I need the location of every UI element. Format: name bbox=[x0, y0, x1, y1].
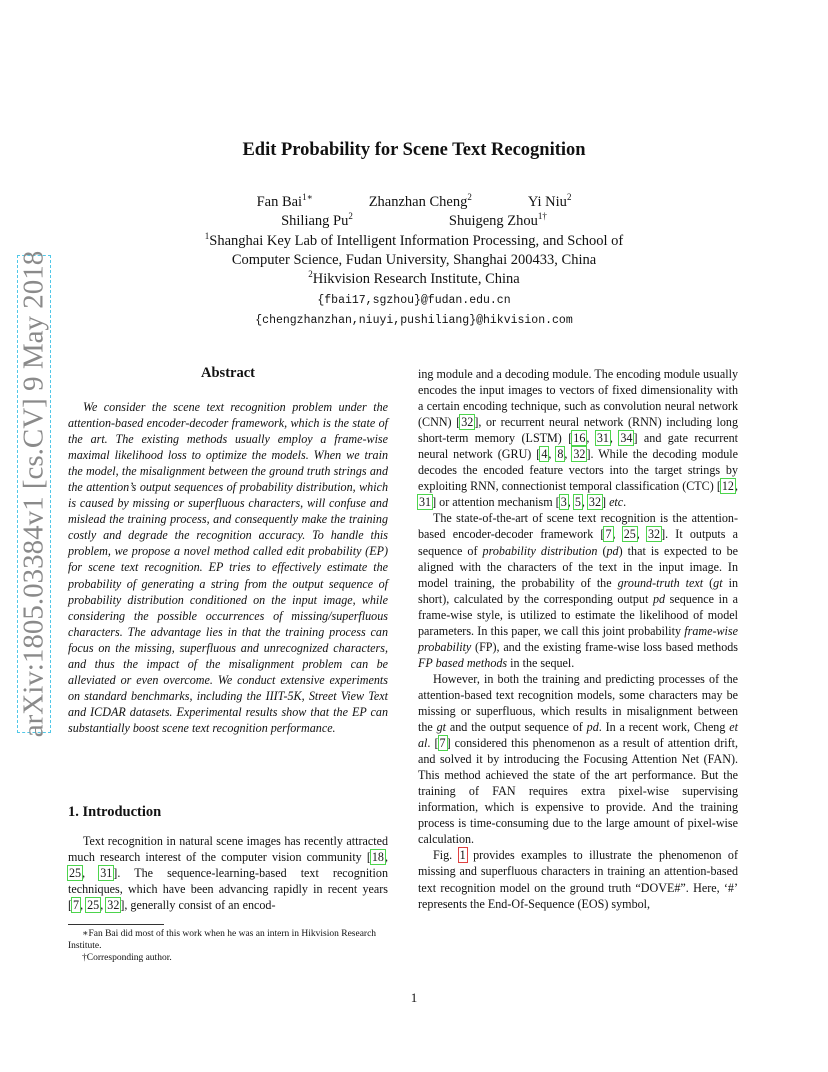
email-fudan: {fbai17,sgzhou}@fudan.edu.cn bbox=[317, 294, 511, 307]
citation-link[interactable]: 7 bbox=[439, 736, 446, 751]
arxiv-identifier: arXiv:1805.03384v1 [cs.CV] 9 May 2018 bbox=[17, 250, 50, 738]
author-shuigeng-zhou: Shuigeng Zhou$^{1\dagger}$ bbox=[448, 211, 547, 229]
citation-link[interactable]: 12 bbox=[721, 479, 734, 494]
author-zhanzhan-cheng: Zhanzhan Cheng$^2$ bbox=[368, 192, 472, 210]
footnotes bbox=[68, 928, 388, 964]
citation-link[interactable]: 32 bbox=[588, 495, 601, 510]
author-shiliang-pu: Shiliang Pu$^2$ bbox=[281, 211, 353, 229]
paragraph-figure-reference: Fig. 1 provides examples to illustrate the phenomenon of missing and superfluous characters in training an attention-based text recognition model on the ground truth “DOVE#”. Here, ‘#’ represents the End-Of-Sequence (EOS) symbol, bbox=[418, 848, 738, 911]
citation-link[interactable]: 5 bbox=[574, 495, 581, 510]
citation-link[interactable]: 3 bbox=[560, 495, 567, 510]
affiliation-1-line-b: Computer Science, Fudan University, Shanghai 200433, China bbox=[231, 252, 597, 268]
footnote-corresponding-author: †Corresponding author. bbox=[82, 953, 172, 963]
citation-link[interactable]: 32 bbox=[648, 527, 661, 542]
citation-link[interactable]: 31 bbox=[100, 866, 113, 881]
citation-link[interactable]: 8 bbox=[557, 447, 564, 462]
footnote-intern: ∗Fan Bai did most of this work when he was an intern in Hikvision Research Institute. bbox=[68, 929, 377, 951]
footnote-divider bbox=[68, 924, 164, 925]
paragraph-misalignment: However, in both the training and predicting processes of the attention-based text recognition models, some characters may be missing or superfluous, which results in misalignment between the gt and the output sequence of pd. In a recent work, Cheng et al. [7] considered this phenomenon as a result of attention drift, and solved it by introducing the Focusing Attention Net (FAN). This method achieved the state of the art performance. But the training of FAN requires extra pixel-wise supervising information, which is expensive to provide. And the training process is time-consuming due to the large amount of pixel-wise calculation. bbox=[418, 671, 738, 847]
right-column-body bbox=[418, 366, 738, 912]
citation-link[interactable]: 25 bbox=[623, 527, 636, 542]
citation-link[interactable]: 32 bbox=[107, 898, 120, 913]
authors-line-2 bbox=[0, 213, 828, 230]
authors-line-1 bbox=[0, 194, 828, 211]
email-hikvision: {chengzhanzhan,niuyi,pushiliang}@hikvision.com bbox=[255, 314, 573, 327]
paper-title: Edit Probability for Scene Text Recognition bbox=[242, 140, 586, 160]
abstract-heading: Abstract bbox=[201, 365, 255, 381]
author-yi-niu: Yi Niu$^2$ bbox=[527, 192, 572, 210]
introduction-paragraph: Text recognition in natural scene images has recently attracted much research interest of the computer vision community [18, 25, 31]. The sequence-learning-based text recognition techniques, which have been advancing rapidly in recent years [7, 25, 32], generally consist of an encod- bbox=[68, 834, 388, 913]
figure-link[interactable]: 1 bbox=[459, 848, 466, 863]
arxiv-sidebar-stamp[interactable] bbox=[17, 250, 50, 738]
author-fan-bai: Fan Bai$^{1∗}$ bbox=[256, 192, 313, 210]
citation-link[interactable]: 4 bbox=[541, 447, 548, 462]
affiliation-1-line-a: $^1$Shanghai Key Lab of Intelligent Information Processing, and School of bbox=[204, 231, 624, 249]
citation-link[interactable]: 32 bbox=[461, 415, 474, 430]
abstract-text: We consider the scene text recognition problem under the attention-based encoder-decoder framework, which is the state of the art. The existing methods usually employ a frame-wise maximal likelihood loss to optimize the models. When we train the model, the misalignment between the ground truth strings and the attention’s output sequences of probability distribution, which is caused by missing or superfluous characters, will confuse and mislead the training process, and consequently make the training costly and degrade the recognition accuracy. To handle this problem, we propose a novel method called edit probability (EP) for scene text recognition. EP tries to effectively estimate the probability of generating a string from the output sequence of probability distribution conditioned on the input image, while considering the possible occurrences of missing/superfluous characters. The advantage lies in that the training process can focus on the missing, superfluous and unrecognized characters, and thus the impact of the misalignment problem can be alleviated or even overcome. We conduct extensive experiments on standard benchmarks, including the IIIT-5K, Street View Text and ICDAR datasets. Experimental results show that the EP can substantially boost scene text recognition performance. bbox=[68, 400, 388, 735]
paragraph-encoder-decoder: ing module and a decoding module. The encoding module usually encodes the input images to vectors of fixed dimensionality with a certain encoding technique, such as convolution neural network (CNN) [32], or recurrent neural network (RNN) including long short-term memory (LSTM) [16, 31, 34] and gate recurrent neural network (GRU) [4, 8, 32]. While the decoding module decodes the encoded feature vectors into the target strings by exploiting RNN, connectionist temporal classification (CTC) [12, 31] or attention mechanism [3, 5, 32] etc. bbox=[418, 367, 739, 510]
citation-link[interactable]: 34 bbox=[620, 431, 633, 446]
paragraph-state-of-the-art: The state-of-the-art of scene text recognition is the attention-based encoder-decoder framework [7, 25, 32]. It outputs a sequence of probability distribution (pd) that is expected to be aligned with the characters of the text in the input image. In model training, the probability of the ground-truth text (gt in short), calculated by the corresponding output pd sequence in a frame-wise style, is utilized to estimate the likelihood of model parameters. In this paper, we call this joint probability frame-wise probability (FP), and the existing frame-wise loss based methods FP based methods in the sequel. bbox=[418, 511, 739, 670]
introduction-heading: 1. Introduction bbox=[68, 804, 162, 820]
citation-link[interactable]: 25 bbox=[87, 898, 100, 913]
citation-link[interactable]: 16 bbox=[573, 431, 586, 446]
citation-link[interactable]: 25 bbox=[69, 866, 82, 881]
citation-link[interactable]: 32 bbox=[573, 447, 586, 462]
citation-link[interactable]: 31 bbox=[419, 495, 432, 510]
page-number: 1 bbox=[410, 990, 418, 1005]
affiliation-2: $^2$Hikvision Research Institute, China bbox=[308, 269, 520, 287]
citation-link[interactable]: 7 bbox=[73, 898, 80, 913]
citation-link[interactable]: 18 bbox=[371, 850, 384, 865]
citation-link[interactable]: 7 bbox=[605, 527, 612, 542]
citation-link[interactable]: 31 bbox=[596, 431, 609, 446]
